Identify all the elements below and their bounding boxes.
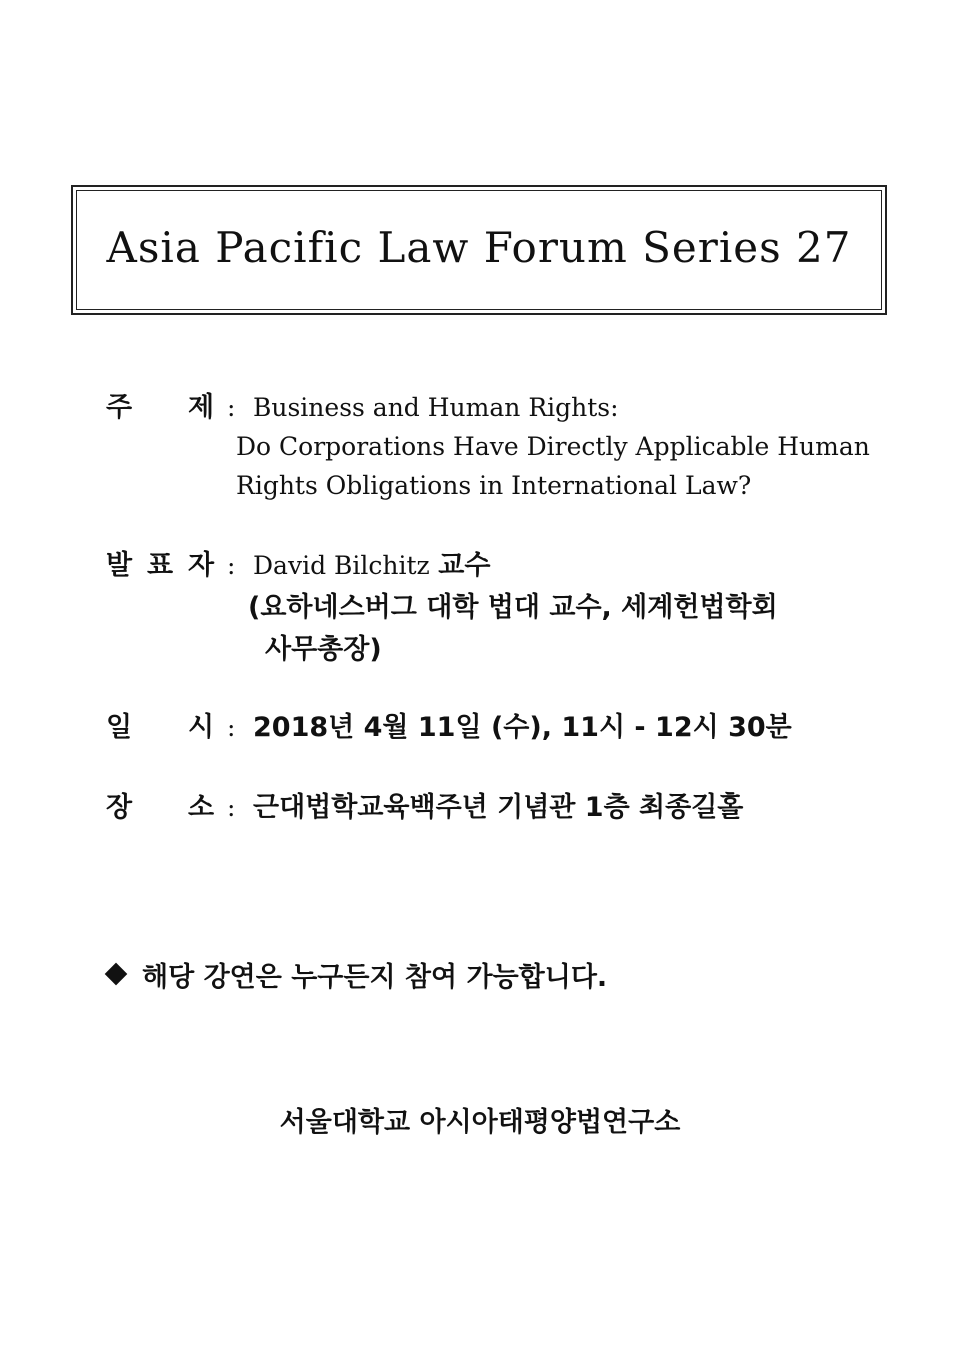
speaker-name: David Bilchitz bbox=[253, 551, 430, 580]
speaker-colon: : bbox=[227, 551, 236, 580]
topic-line-3: Rights Obligations in International Law? bbox=[236, 471, 752, 500]
speaker-affiliation-1: (요하네스버그 대학 법대 교수, 세계헌법학회 bbox=[248, 592, 778, 623]
venue-colon: : bbox=[227, 793, 236, 822]
forum-title: Asia Pacific Law Forum Series 27 bbox=[106, 223, 852, 272]
speaker-affiliation-2: 사무총장) bbox=[265, 634, 382, 665]
title-box bbox=[71, 185, 887, 315]
diamond-bullet-icon bbox=[105, 963, 128, 986]
organizer: 서울대학교 아시아태평양법연구소 bbox=[279, 1107, 681, 1138]
datetime-colon: : bbox=[227, 713, 236, 742]
notice bbox=[108, 955, 607, 994]
notice-text: 해당 강연은 누구든지 참여 가능합니다. bbox=[142, 962, 608, 993]
venue-value: 근대법학교육백주년 기념관 1층 최종길홀 bbox=[253, 792, 744, 823]
topic-line-2: Do Corporations Have Directly Applicable Human bbox=[236, 432, 870, 461]
topic-line-1: Business and Human Rights: bbox=[253, 393, 619, 422]
topic-colon: : bbox=[227, 393, 236, 422]
speaker-title: 교수 bbox=[438, 550, 491, 581]
datetime-value: 2018년 4월 11일 (수), 11시 - 12시 30분 bbox=[253, 712, 792, 743]
